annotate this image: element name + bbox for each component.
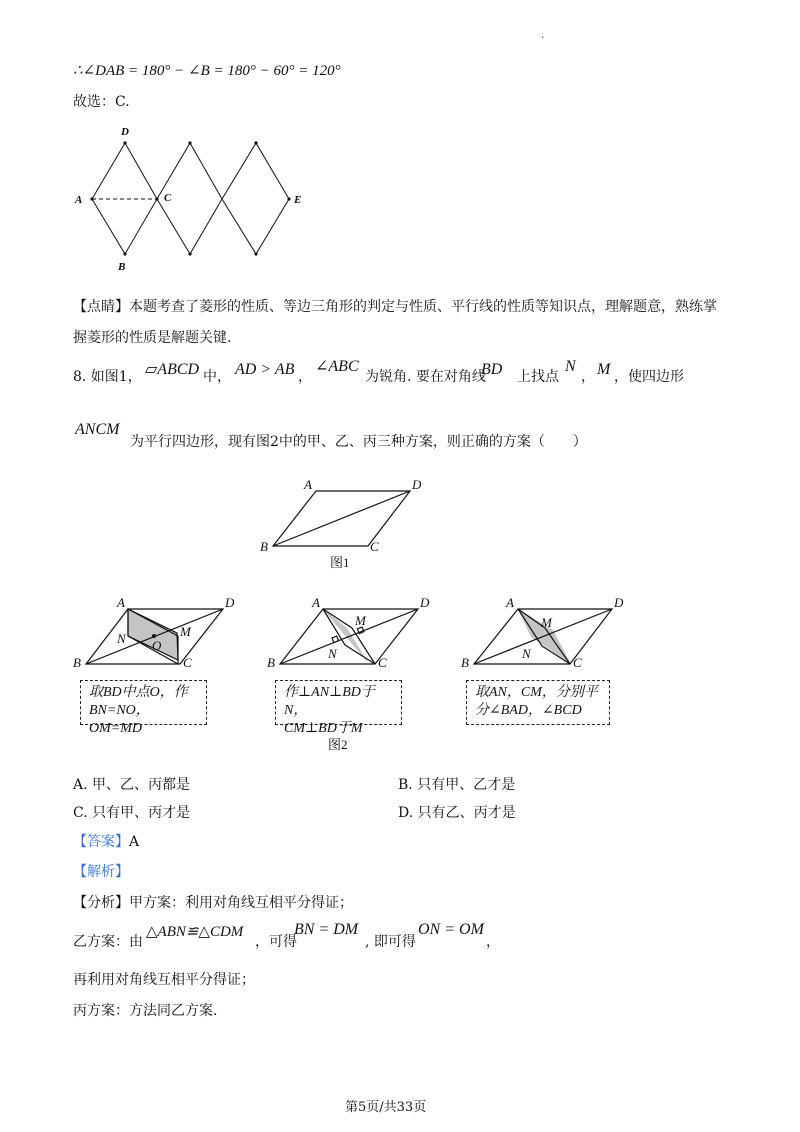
scheme-box-2 (275, 680, 402, 736)
option-A: A. 甲、乙、丙都是 (73, 777, 191, 793)
rhombus-label-C: C (164, 192, 172, 204)
analysis-line-2a: 乙方案：由 (73, 934, 143, 950)
fig2c-label-N: N (522, 646, 531, 661)
q8-quad: ANCM (75, 421, 120, 438)
scheme-box-2-line-1: 作⊥AN⊥BD于N， (284, 685, 375, 718)
fig2b-label-B: B (267, 655, 275, 670)
fig2a-label-D: D (225, 595, 235, 610)
fig2b-label-A: A (312, 595, 320, 610)
q8-text-3: 上找点 (517, 369, 559, 385)
analysis-eq-1: BN = DM (294, 921, 359, 938)
q8-parallelogram-symbol: ▱ABCD (145, 361, 200, 378)
q8-sep: ， (298, 369, 312, 385)
comment-text-2: 握菱形的性质是解题关键. (73, 330, 232, 346)
solution-conclusion: 故选：C. (73, 94, 130, 110)
fig1-caption: 图1 (330, 555, 350, 570)
q8-n: N (565, 358, 576, 375)
comment-label: 【点睛】 (73, 299, 129, 315)
scheme-box-1 (80, 680, 207, 736)
analysis-line-1 (73, 893, 353, 913)
fig2b-label-M: M (355, 613, 366, 628)
rhombus-label-D: D (121, 126, 129, 138)
fig2c-label-D: D (614, 595, 624, 610)
rhombus-label-B: B (118, 261, 126, 273)
fig1-label-A: A (304, 477, 312, 492)
fig2b-label-N: N (328, 646, 337, 661)
analysis-sub-label: 【分析】 (73, 895, 129, 911)
page-footer: 第5页/共33页 (345, 1100, 427, 1115)
rhombus-label-E: E (294, 194, 302, 206)
fig2a-label-O: O (152, 638, 162, 653)
analysis-line-2c: ，可得 (255, 934, 297, 950)
fig1-label-C: C (370, 539, 379, 554)
rhombus-label-A: A (75, 194, 83, 206)
top-dot: . (541, 30, 545, 41)
scheme-box-2-line-2: CM⊥BD于M (284, 721, 363, 736)
option-D: D. 只有乙、丙才是 (398, 805, 516, 821)
fig2a-label-M: M (180, 624, 191, 639)
fig2a-label-C: C (183, 655, 192, 670)
fig2-caption: 图2 (328, 737, 348, 752)
comment-text-1: 本题考查了菱形的性质、等边三角形的判定与性质、平行线的性质等知识点，理解题意，熟练掌 (129, 299, 717, 315)
q8-text-mid: 中， (203, 369, 231, 385)
analysis-line-2g: ， (486, 934, 500, 950)
fig2a-label-N: N (117, 631, 126, 646)
fig2b-label-D: D (420, 595, 430, 610)
q8-number: 8. 如图1， (73, 369, 142, 385)
q8-text-5: 为平行四边形，现有图2中的甲、乙、丙三种方案，则正确的方案（ ） (130, 434, 587, 450)
analysis-line-2e: , 即可得 (365, 934, 416, 950)
analysis-label: 【解析】 (73, 864, 129, 880)
fig2a-label-A: A (117, 595, 125, 610)
fig2c-label-A: A (506, 595, 514, 610)
q8-condition-2: ∠ABC (315, 358, 359, 375)
scheme-box-1-line-2: BN=NO，OM=MD (89, 703, 150, 736)
scheme-box-3 (466, 680, 610, 725)
fig2a-label-B: B (73, 655, 81, 670)
q8-comma: ， (581, 369, 595, 385)
q8-m: M (597, 361, 611, 378)
q8-text-2: 为锐角. 要在对角线 (365, 369, 486, 385)
q8-text-4: ，使四边形 (614, 369, 684, 385)
option-B: B. 只有甲、乙才是 (398, 777, 516, 793)
analysis-text-1: 甲方案：利用对角线互相平分得证； (129, 895, 353, 911)
analysis-congruence: △ABN≌△CDM (146, 924, 244, 940)
q8-condition-1: AD > AB (235, 361, 295, 378)
analysis-line-3: 再利用对角线互相平分得证； (73, 972, 255, 988)
fig2b-label-C: C (378, 655, 387, 670)
analysis-line-4: 丙方案：方法同乙方案. (73, 1003, 218, 1019)
analysis-eq-2: ON = OM (418, 921, 484, 938)
option-C: C. 只有甲、丙才是 (73, 805, 191, 821)
answer-value: A (129, 834, 140, 850)
fig2c-label-M: M (541, 615, 552, 630)
scheme-box-3-line-1: 取AN，CM，分别平 (475, 685, 598, 700)
solution-line-1: ∴∠DAB = 180° − ∠B = 180° − 60° = 120° (73, 63, 341, 79)
fig1-label-D: D (412, 477, 422, 492)
scheme-box-3-line-2: 分∠BAD，∠BCD (475, 703, 582, 718)
fig2c-label-B: B (461, 655, 469, 670)
q8-bd: BD (481, 361, 503, 378)
answer-label: 【答案】 (73, 834, 129, 850)
fig2c-label-C: C (573, 655, 582, 670)
answer-line (73, 832, 139, 852)
scheme-box-1-line-1: 取BD中点O，作 (89, 685, 188, 700)
fig1-label-B: B (260, 539, 268, 554)
